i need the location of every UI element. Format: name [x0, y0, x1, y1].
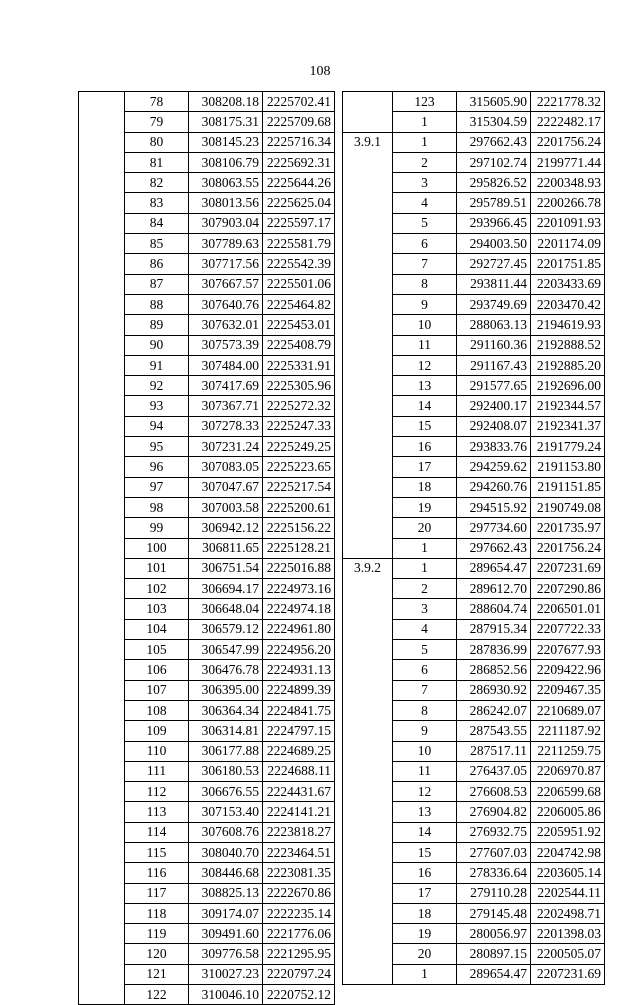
coordinate-y: 2202498.71 — [531, 903, 605, 923]
coordinate-x: 286242.07 — [457, 700, 531, 720]
coordinate-x: 291160.36 — [457, 335, 531, 355]
coordinate-x: 292400.17 — [457, 396, 531, 416]
coordinate-y: 2221776.06 — [263, 924, 335, 944]
point-number: 109 — [125, 721, 189, 741]
coordinate-y: 2224899.39 — [263, 680, 335, 700]
coordinate-y: 2209422.96 — [531, 660, 605, 680]
coordinate-y: 2225200.61 — [263, 497, 335, 517]
coordinate-y: 2206501.01 — [531, 599, 605, 619]
coordinate-y: 2207290.86 — [531, 579, 605, 599]
coordinate-y: 2201398.03 — [531, 924, 605, 944]
coordinate-x: 289654.47 — [457, 964, 531, 984]
coordinate-y: 2203470.42 — [531, 294, 605, 314]
coordinate-y: 2224141.21 — [263, 802, 335, 822]
coordinate-y: 2201756.24 — [531, 538, 605, 558]
point-number: 95 — [125, 437, 189, 457]
coordinate-x: 307231.24 — [189, 437, 263, 457]
point-number: 3 — [393, 599, 457, 619]
coordinate-y: 2204742.98 — [531, 842, 605, 862]
coordinate-x: 294515.92 — [457, 497, 531, 517]
coordinate-x: 308063.55 — [189, 173, 263, 193]
coordinate-y: 2224689.25 — [263, 741, 335, 761]
coordinate-x: 306579.12 — [189, 619, 263, 639]
coordinate-y: 2223818.27 — [263, 822, 335, 842]
coordinate-x: 287517.11 — [457, 741, 531, 761]
coordinate-y: 2199771.44 — [531, 152, 605, 172]
coordinate-x: 306648.04 — [189, 599, 263, 619]
coordinate-x: 307717.56 — [189, 254, 263, 274]
coordinate-y: 2194619.93 — [531, 315, 605, 335]
coordinate-y: 2200348.93 — [531, 173, 605, 193]
coordinate-y: 2224688.11 — [263, 761, 335, 781]
point-number: 18 — [393, 477, 457, 497]
coordinate-x: 306314.81 — [189, 721, 263, 741]
coordinate-x: 307003.58 — [189, 497, 263, 517]
coordinate-x: 292727.45 — [457, 254, 531, 274]
point-number: 16 — [393, 437, 457, 457]
point-number: 15 — [393, 842, 457, 862]
point-number: 3 — [393, 173, 457, 193]
point-number: 90 — [125, 335, 189, 355]
coordinate-y: 2202544.11 — [531, 883, 605, 903]
point-number: 82 — [125, 173, 189, 193]
coordinates-table-left — [78, 91, 335, 1005]
coordinate-x: 279110.28 — [457, 883, 531, 903]
point-number: 87 — [125, 274, 189, 294]
coordinate-y: 2207722.33 — [531, 619, 605, 639]
coordinate-x: 294003.50 — [457, 234, 531, 254]
coordinate-y: 2225331.91 — [263, 355, 335, 375]
table-row — [343, 132, 605, 152]
point-number: 9 — [393, 294, 457, 314]
coordinate-y: 2201751.85 — [531, 254, 605, 274]
coordinate-x: 294260.76 — [457, 477, 531, 497]
coordinate-y: 2225644.26 — [263, 173, 335, 193]
point-number: 7 — [393, 254, 457, 274]
point-number: 101 — [125, 558, 189, 578]
point-number: 93 — [125, 396, 189, 416]
coordinate-x: 309491.60 — [189, 924, 263, 944]
coordinate-y: 2222235.14 — [263, 903, 335, 923]
coordinate-y: 2224841.75 — [263, 700, 335, 720]
coordinate-y: 2225217.54 — [263, 477, 335, 497]
coordinate-x: 293811.44 — [457, 274, 531, 294]
point-number: 13 — [393, 802, 457, 822]
coordinate-y: 2201091.93 — [531, 213, 605, 233]
coordinate-y: 2220752.12 — [263, 985, 335, 1005]
point-number: 97 — [125, 477, 189, 497]
coordinate-x: 308013.56 — [189, 193, 263, 213]
point-number: 80 — [125, 132, 189, 152]
point-number: 115 — [125, 842, 189, 862]
coordinate-x: 308446.68 — [189, 863, 263, 883]
point-number: 112 — [125, 782, 189, 802]
point-number: 18 — [393, 903, 457, 923]
coordinate-y: 2192696.00 — [531, 376, 605, 396]
coordinate-y: 2225247.33 — [263, 416, 335, 436]
point-number: 13 — [393, 376, 457, 396]
coordinate-y: 2220797.24 — [263, 964, 335, 984]
coordinate-x: 295789.51 — [457, 193, 531, 213]
point-number: 122 — [125, 985, 189, 1005]
coordinate-y: 2225702.41 — [263, 92, 335, 112]
point-number: 14 — [393, 396, 457, 416]
coordinate-y: 2209467.35 — [531, 680, 605, 700]
section-cell-blank — [343, 92, 393, 133]
point-number: 123 — [393, 92, 457, 112]
coordinate-x: 307640.76 — [189, 294, 263, 314]
point-number: 107 — [125, 680, 189, 700]
point-number: 78 — [125, 92, 189, 112]
point-number: 121 — [125, 964, 189, 984]
coordinate-y: 2222670.86 — [263, 883, 335, 903]
coordinate-x: 279145.48 — [457, 903, 531, 923]
coordinate-y: 2225453.01 — [263, 315, 335, 335]
coordinate-y: 2224931.13 — [263, 660, 335, 680]
point-number: 85 — [125, 234, 189, 254]
coordinate-y: 2225249.25 — [263, 437, 335, 457]
coordinate-x: 306676.55 — [189, 782, 263, 802]
point-number: 119 — [125, 924, 189, 944]
coordinate-x: 287836.99 — [457, 640, 531, 660]
coordinate-x: 307903.04 — [189, 213, 263, 233]
point-number: 100 — [125, 538, 189, 558]
point-number: 91 — [125, 355, 189, 375]
coordinate-y: 2225625.04 — [263, 193, 335, 213]
section-number: 3.9.1 — [343, 132, 393, 558]
coordinate-y: 2223081.35 — [263, 863, 335, 883]
coordinate-y: 2201174.09 — [531, 234, 605, 254]
point-number: 105 — [125, 640, 189, 660]
coordinate-y: 2207677.93 — [531, 640, 605, 660]
coordinate-x: 294259.62 — [457, 457, 531, 477]
coordinate-y: 2225464.82 — [263, 294, 335, 314]
coordinate-y: 2192885.20 — [531, 355, 605, 375]
coordinate-x: 307083.05 — [189, 457, 263, 477]
coordinate-y: 2225716.34 — [263, 132, 335, 152]
coordinate-x: 307608.76 — [189, 822, 263, 842]
point-number: 4 — [393, 193, 457, 213]
coordinate-x: 306811.65 — [189, 538, 263, 558]
point-number: 89 — [125, 315, 189, 335]
point-number: 113 — [125, 802, 189, 822]
coordinate-x: 297662.43 — [457, 538, 531, 558]
point-number: 12 — [393, 355, 457, 375]
point-number: 5 — [393, 640, 457, 660]
point-number: 94 — [125, 416, 189, 436]
coordinate-y: 2224797.15 — [263, 721, 335, 741]
coordinate-y: 2224973.16 — [263, 579, 335, 599]
point-number: 92 — [125, 376, 189, 396]
coordinate-y: 2224974.18 — [263, 599, 335, 619]
point-number: 1 — [393, 964, 457, 984]
coordinate-y: 2224431.67 — [263, 782, 335, 802]
coordinate-x: 276932.75 — [457, 822, 531, 842]
point-number: 11 — [393, 761, 457, 781]
coordinate-y: 2210689.07 — [531, 700, 605, 720]
coordinate-x: 306395.00 — [189, 680, 263, 700]
coordinate-y: 2192888.52 — [531, 335, 605, 355]
coordinates-table-right — [342, 91, 605, 985]
coordinate-x: 307789.63 — [189, 234, 263, 254]
point-number: 110 — [125, 741, 189, 761]
point-number: 20 — [393, 518, 457, 538]
coordinate-x: 276904.82 — [457, 802, 531, 822]
coordinate-x: 306751.54 — [189, 558, 263, 578]
point-number: 111 — [125, 761, 189, 781]
coordinate-x: 280897.15 — [457, 944, 531, 964]
coordinate-x: 288063.13 — [457, 315, 531, 335]
coordinate-y: 2225016.88 — [263, 558, 335, 578]
coordinate-y: 2206599.68 — [531, 782, 605, 802]
table-row — [79, 92, 335, 112]
coordinate-y: 2191151.85 — [531, 477, 605, 497]
coordinate-y: 2225128.21 — [263, 538, 335, 558]
coordinate-x: 293966.45 — [457, 213, 531, 233]
coordinate-x: 276437.05 — [457, 761, 531, 781]
point-number: 84 — [125, 213, 189, 233]
point-number: 1 — [393, 538, 457, 558]
coordinate-x: 278336.64 — [457, 863, 531, 883]
coordinate-y: 2225408.79 — [263, 335, 335, 355]
point-number: 20 — [393, 944, 457, 964]
coordinate-x: 291167.43 — [457, 355, 531, 375]
coordinate-x: 276608.53 — [457, 782, 531, 802]
coordinate-x: 288604.74 — [457, 599, 531, 619]
coordinate-x: 286852.56 — [457, 660, 531, 680]
coordinate-y: 2201756.24 — [531, 132, 605, 152]
point-number: 11 — [393, 335, 457, 355]
point-number: 8 — [393, 274, 457, 294]
point-number: 120 — [125, 944, 189, 964]
point-number: 10 — [393, 315, 457, 335]
coordinate-x: 297102.74 — [457, 152, 531, 172]
coordinate-y: 2203605.14 — [531, 863, 605, 883]
coordinate-y: 2225223.65 — [263, 457, 335, 477]
point-number: 79 — [125, 112, 189, 132]
point-number: 5 — [393, 213, 457, 233]
coordinate-x: 308208.18 — [189, 92, 263, 112]
coordinate-x: 308040.70 — [189, 842, 263, 862]
coordinate-x: 293833.76 — [457, 437, 531, 457]
point-number: 102 — [125, 579, 189, 599]
point-number: 6 — [393, 660, 457, 680]
point-number: 96 — [125, 457, 189, 477]
coordinate-x: 293749.69 — [457, 294, 531, 314]
coordinate-x: 306364.34 — [189, 700, 263, 720]
point-number: 108 — [125, 700, 189, 720]
coordinate-x: 307367.71 — [189, 396, 263, 416]
point-number: 17 — [393, 457, 457, 477]
point-number: 106 — [125, 660, 189, 680]
coordinate-x: 306547.99 — [189, 640, 263, 660]
coordinate-y: 2225156.22 — [263, 518, 335, 538]
coordinate-x: 295826.52 — [457, 173, 531, 193]
coordinate-y: 2225272.32 — [263, 396, 335, 416]
point-number: 17 — [393, 883, 457, 903]
coordinate-x: 307484.00 — [189, 355, 263, 375]
coordinate-x: 306177.88 — [189, 741, 263, 761]
point-number: 2 — [393, 579, 457, 599]
point-number: 116 — [125, 863, 189, 883]
coordinate-x: 310027.23 — [189, 964, 263, 984]
coordinate-x: 308175.31 — [189, 112, 263, 132]
coordinate-x: 289612.70 — [457, 579, 531, 599]
coordinate-y: 2221295.95 — [263, 944, 335, 964]
coordinate-x: 308106.79 — [189, 152, 263, 172]
point-number: 16 — [393, 863, 457, 883]
point-number: 9 — [393, 721, 457, 741]
table-row — [343, 558, 605, 578]
point-number: 14 — [393, 822, 457, 842]
point-number: 8 — [393, 700, 457, 720]
coordinate-y: 2225581.79 — [263, 234, 335, 254]
point-number: 86 — [125, 254, 189, 274]
table-row — [343, 92, 605, 112]
coordinate-x: 287543.55 — [457, 721, 531, 741]
coordinate-y: 2190749.08 — [531, 497, 605, 517]
point-number: 4 — [393, 619, 457, 639]
coordinate-y: 2207231.69 — [531, 558, 605, 578]
page-number: 108 — [309, 64, 331, 79]
coordinate-x: 308825.13 — [189, 883, 263, 903]
coordinate-x: 307573.39 — [189, 335, 263, 355]
point-number: 98 — [125, 497, 189, 517]
section-cell-blank — [79, 92, 125, 1005]
coordinate-y: 2206005.86 — [531, 802, 605, 822]
coordinate-y: 2225709.68 — [263, 112, 335, 132]
coordinate-x: 286930.92 — [457, 680, 531, 700]
point-number: 104 — [125, 619, 189, 639]
coordinate-y: 2211259.75 — [531, 741, 605, 761]
coordinate-x: 277607.03 — [457, 842, 531, 862]
coordinate-x: 289654.47 — [457, 558, 531, 578]
coordinate-y: 2191779.24 — [531, 437, 605, 457]
coordinate-x: 280056.97 — [457, 924, 531, 944]
point-number: 103 — [125, 599, 189, 619]
coordinate-y: 2225542.39 — [263, 254, 335, 274]
coordinate-x: 308145.23 — [189, 132, 263, 152]
coordinate-y: 2206970.87 — [531, 761, 605, 781]
point-number: 19 — [393, 497, 457, 517]
coordinate-x: 306942.12 — [189, 518, 263, 538]
coordinate-x: 307153.40 — [189, 802, 263, 822]
point-number: 6 — [393, 234, 457, 254]
point-number: 7 — [393, 680, 457, 700]
coordinate-x: 297734.60 — [457, 518, 531, 538]
point-number: 1 — [393, 112, 457, 132]
coordinate-y: 2224961.80 — [263, 619, 335, 639]
coordinate-y: 2224956.20 — [263, 640, 335, 660]
coordinate-x: 309776.58 — [189, 944, 263, 964]
point-number: 10 — [393, 741, 457, 761]
coordinate-y: 2203433.69 — [531, 274, 605, 294]
coordinate-x: 307047.67 — [189, 477, 263, 497]
coordinate-x: 306476.78 — [189, 660, 263, 680]
coordinate-y: 2201735.97 — [531, 518, 605, 538]
coordinate-y: 2221778.32 — [531, 92, 605, 112]
point-number: 83 — [125, 193, 189, 213]
point-number: 117 — [125, 883, 189, 903]
coordinate-x: 307632.01 — [189, 315, 263, 335]
coordinate-x: 307417.69 — [189, 376, 263, 396]
coordinate-x: 287915.34 — [457, 619, 531, 639]
coordinate-x: 307667.57 — [189, 274, 263, 294]
coordinate-y: 2207231.69 — [531, 964, 605, 984]
coordinate-x: 315605.90 — [457, 92, 531, 112]
point-number: 2 — [393, 152, 457, 172]
coordinate-x: 306180.53 — [189, 761, 263, 781]
coordinate-y: 2205951.92 — [531, 822, 605, 842]
point-number: 15 — [393, 416, 457, 436]
coordinate-y: 2225597.17 — [263, 213, 335, 233]
section-number: 3.9.2 — [343, 558, 393, 984]
coordinate-x: 310046.10 — [189, 985, 263, 1005]
coordinate-x: 306694.17 — [189, 579, 263, 599]
point-number: 118 — [125, 903, 189, 923]
coordinate-y: 2225305.96 — [263, 376, 335, 396]
point-number: 88 — [125, 294, 189, 314]
coordinate-y: 2192341.37 — [531, 416, 605, 436]
point-number: 114 — [125, 822, 189, 842]
coordinate-y: 2200505.07 — [531, 944, 605, 964]
coordinate-x: 292408.07 — [457, 416, 531, 436]
coordinate-y: 2200266.78 — [531, 193, 605, 213]
coordinate-x: 297662.43 — [457, 132, 531, 152]
coordinate-y: 2225501.06 — [263, 274, 335, 294]
point-number: 81 — [125, 152, 189, 172]
point-number: 1 — [393, 558, 457, 578]
coordinate-x: 315304.59 — [457, 112, 531, 132]
coordinate-y: 2222482.17 — [531, 112, 605, 132]
coordinate-y: 2225692.31 — [263, 152, 335, 172]
point-number: 19 — [393, 924, 457, 944]
coordinate-y: 2191153.80 — [531, 457, 605, 477]
coordinate-y: 2211187.92 — [531, 721, 605, 741]
point-number: 1 — [393, 132, 457, 152]
coordinate-y: 2192344.57 — [531, 396, 605, 416]
coordinate-x: 309174.07 — [189, 903, 263, 923]
coordinate-x: 307278.33 — [189, 416, 263, 436]
coordinate-y: 2223464.51 — [263, 842, 335, 862]
point-number: 99 — [125, 518, 189, 538]
point-number: 12 — [393, 782, 457, 802]
coordinate-x: 291577.65 — [457, 376, 531, 396]
